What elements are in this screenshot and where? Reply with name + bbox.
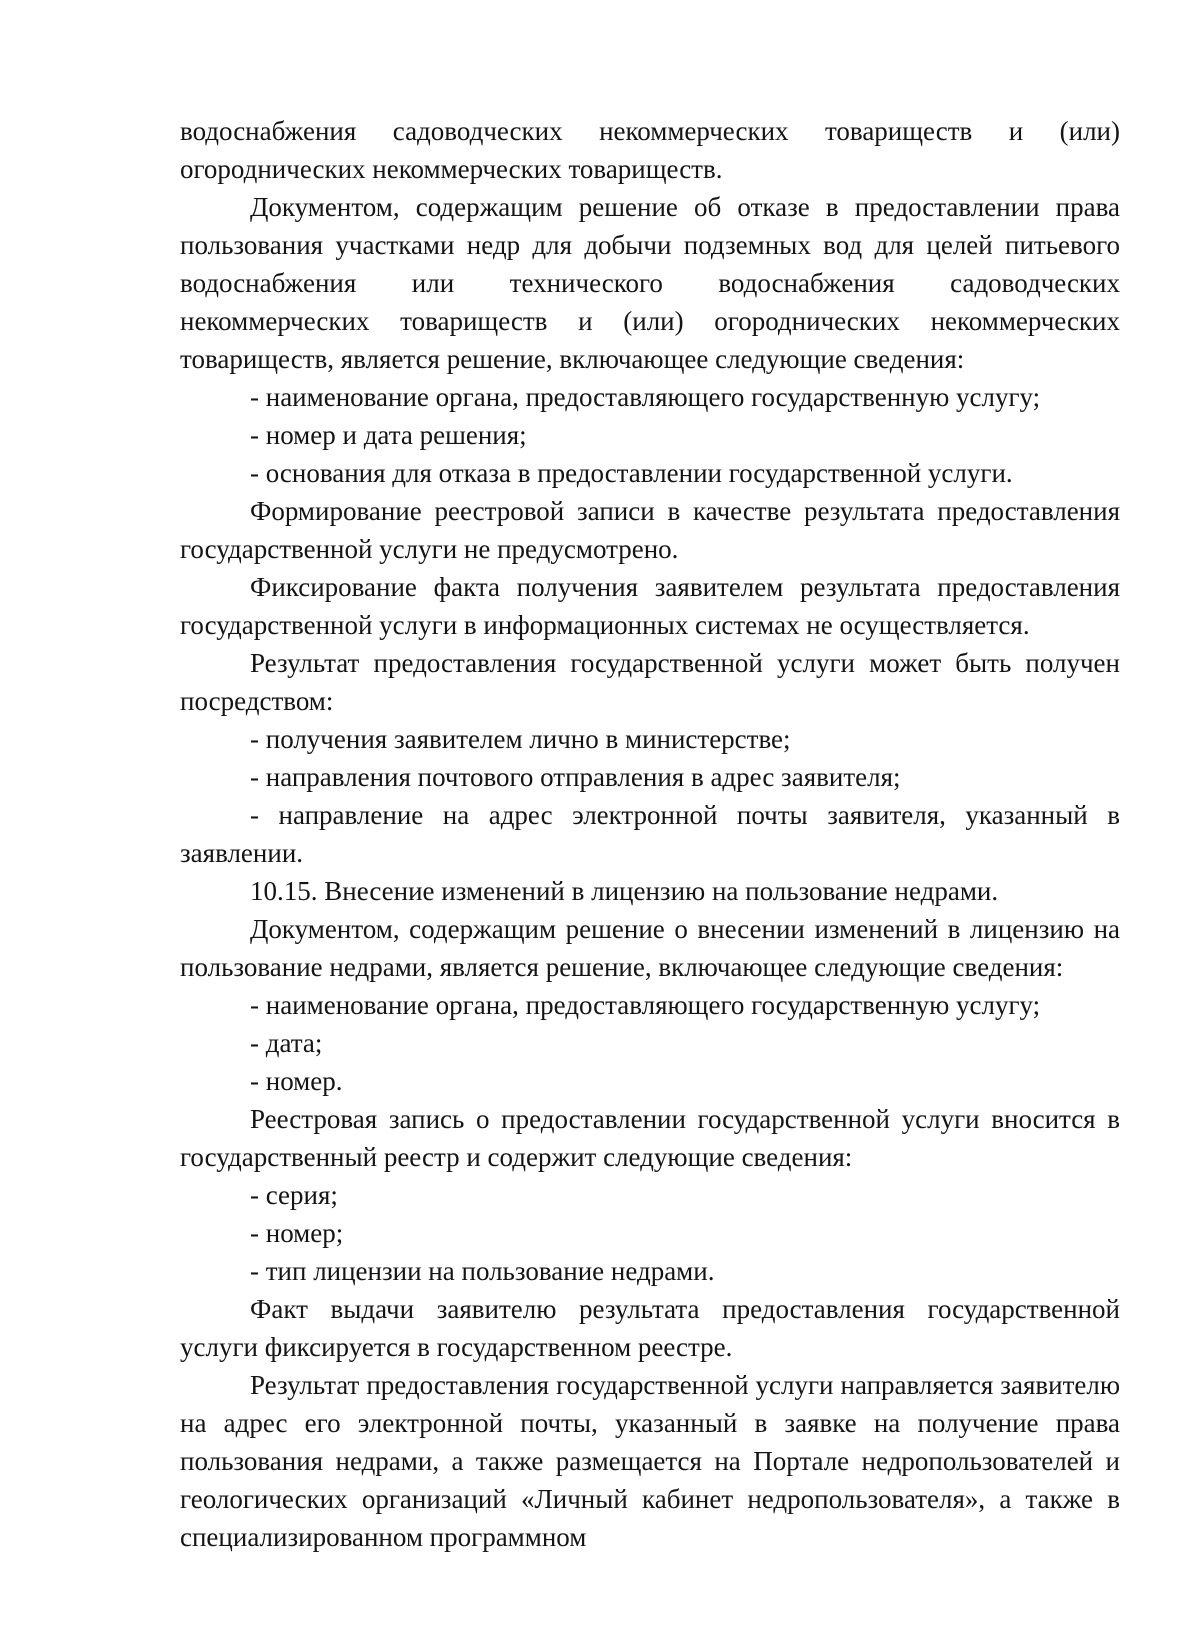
paragraph-registry-record: Формирование реестровой записи в качестве результата предоставления государственной услуги не предусмотрено. bbox=[180, 496, 1120, 564]
section-heading-10-15: 10.15. Внесение изменений в лицензию на пользование недрами. bbox=[250, 876, 999, 906]
list-item-refusal-grounds: - основания для отказа в предоставлении государственной услуги. bbox=[250, 458, 1013, 488]
paragraph-result-sent: Результат предоставления государственной услуги направляется заявителю на адрес его электронной почты, указанный в заявке на получение права пользования недрами, а также размещается на Портале недропользователей и геологических организаций «Личный кабинет недропользователя», а также в специализированном программном bbox=[180, 1370, 1120, 1552]
list-item-license-type: - тип лицензии на пользование недрами. bbox=[250, 1256, 715, 1286]
list-item-number-2: - номер; bbox=[250, 1218, 344, 1248]
list-item-email: - направление на адрес электронной почты заявителя, указанный в заявлении. bbox=[180, 800, 1120, 868]
paragraph-issuance-fixation: Факт выдачи заявителю результата предоставления государственной услуги фиксируется в государственном реестре. bbox=[180, 1294, 1120, 1362]
list-item-postal: - направления почтового отправления в адрес заявителя; bbox=[250, 762, 901, 792]
paragraph-result-delivery: Результат предоставления государственной услуги может быть получен посредством: bbox=[180, 648, 1120, 716]
paragraph-refusal-decision: Документом, содержащим решение об отказе в предоставлении права пользования участками недр для добычи подземных вод для целей питьевого водоснабжения или технического водоснабжения садоводческих некоммерческих товариществ и (или) огороднических некоммерческих товариществ, является решение, включающее следующие сведения: bbox=[180, 192, 1120, 374]
list-item-date: - дата; bbox=[250, 1028, 323, 1058]
document-body bbox=[180, 112, 1120, 1556]
paragraph-continuation: водоснабжения садоводческих некоммерческих товариществ и (или) огороднических некоммерческих товариществ. bbox=[180, 116, 1120, 184]
list-item-authority-name-2: - наименование органа, предоставляющего государственную услугу; bbox=[250, 990, 1041, 1020]
list-item-decision-number-date: - номер и дата решения; bbox=[250, 420, 527, 450]
list-item-in-person: - получения заявителем лично в министерстве; bbox=[250, 724, 791, 754]
paragraph-registry-entry: Реестровая запись о предоставлении государственной услуги вносится в государственный реестр и содержит следующие сведения: bbox=[180, 1104, 1120, 1172]
paragraph-license-change-decision: Документом, содержащим решение о внесении изменений в лицензию на пользование недрами, является решение, включающее следующие сведения: bbox=[180, 914, 1120, 982]
list-item-number: - номер. bbox=[250, 1066, 343, 1096]
list-item-authority-name: - наименование органа, предоставляющего государственную услугу; bbox=[250, 382, 1041, 412]
paragraph-receipt-fixation: Фиксирование факта получения заявителем результата предоставления государственной услуги в информационных системах не осуществляется. bbox=[180, 572, 1120, 640]
list-item-series: - серия; bbox=[250, 1180, 338, 1210]
